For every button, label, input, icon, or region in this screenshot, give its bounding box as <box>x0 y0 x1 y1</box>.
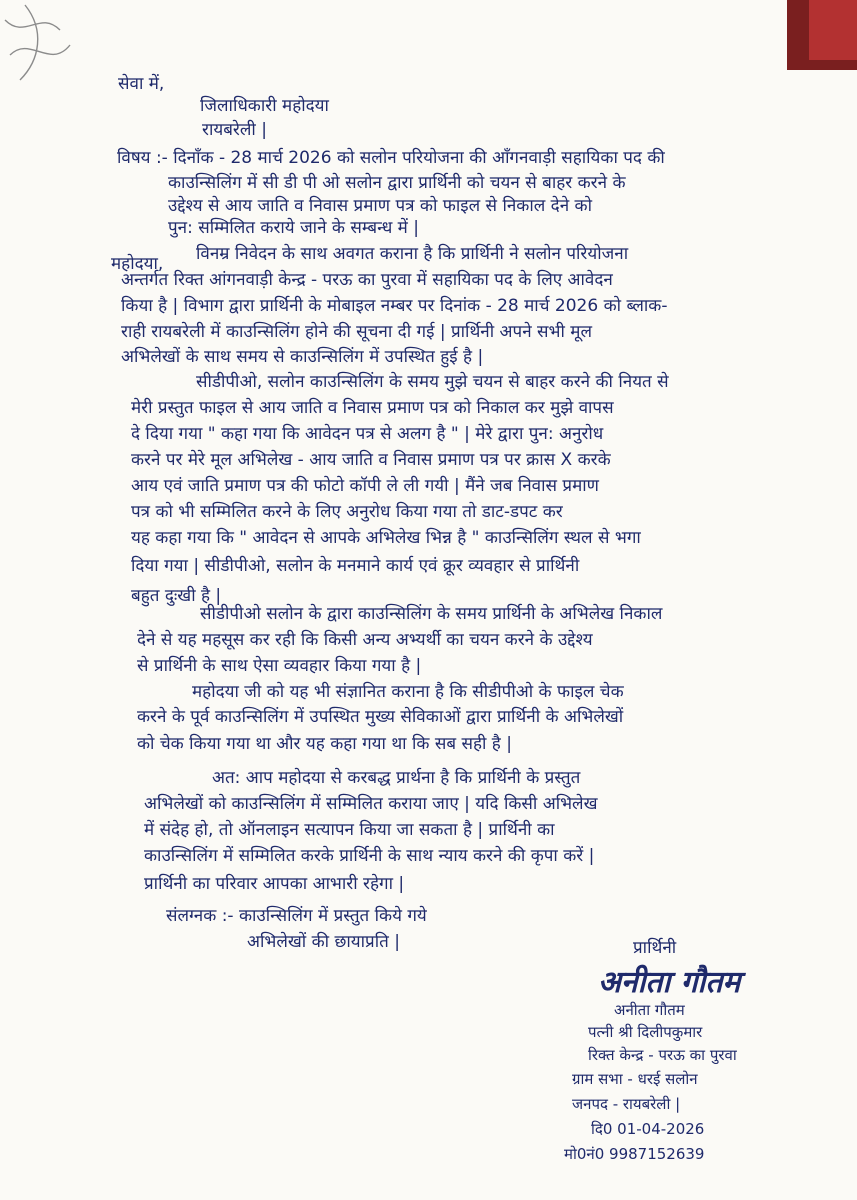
body-line: अभिलेखों को काउन्सिलिंग में सम्मिलित कराया जाए | यदि किसी अभिलेख <box>144 794 598 814</box>
body-line: यह कहा गया कि " आवेदन से आपके अभिलेख भिन्न है " काउन्सिलिंग स्थल से भगा <box>131 528 641 548</box>
body-line: अभिलेखों के साथ समय से काउन्सिलिंग में उपस्थित हुई है | <box>121 347 484 367</box>
body-line: सीडीपीओ सलोन के द्वारा काउन्सिलिंग के समय प्रार्थिनी के अभिलेख निकाल <box>200 604 663 624</box>
body-line: करने पर मेरे मूल अभिलेख - आय जाति व निवास प्रमाण पत्र पर क्रास X करके <box>131 450 611 470</box>
body-line: मेरी प्रस्तुत फाइल से आय जाति व निवास प्रमाण पत्र को निकाल कर मुझे वापस <box>131 398 614 418</box>
addressee-city: रायबरेली | <box>202 120 267 140</box>
body-line: में संदेह हो, तो ऑनलाइन सत्यापन किया जा सकता है | प्रार्थिनी का <box>144 820 555 840</box>
body-line: आय एवं जाति प्रमाण पत्र की फोटो कॉपी ले ली गयी | मैंने जब निवास प्रमाण <box>131 476 599 496</box>
body-line: करने के पूर्व काउन्सिलिंग में उपस्थित मुख्य सेविकाओं द्वारा प्रार्थिनी के अभिलेखों <box>137 707 624 727</box>
handwritten-signature: अनीता गौतम <box>598 965 741 1000</box>
body-line: दिया गया | सीडीपीओ, सलोन के मनमाने कार्य एवं क्रूर व्यवहार से प्रार्थिनी <box>131 556 580 576</box>
pencil-scribble-icon <box>0 0 80 90</box>
body-line: राही रायबरेली में काउन्सिलिंग होने की सूचना दी गई | प्रार्थिनी अपने सभी मूल <box>121 322 592 342</box>
red-corner-mark <box>809 0 857 60</box>
body-line: अत: आप महोदया से करबद्ध प्रार्थना है कि प्रार्थिनी के प्रस्तुत <box>212 768 581 788</box>
signoff: प्रार्थिनी <box>633 938 677 958</box>
subject-line: विषय :- दिनाँक - 28 मार्च 2026 को सलोन परियोजना की आँगनवाड़ी सहायिका पद की <box>117 148 665 168</box>
subject-line: काउन्सिलिंग में सी डी पी ओ सलोन द्वारा प्रार्थिनी को चयन से बाहर करने के <box>168 173 626 193</box>
body-line: पत्र को भी सम्मिलित करने के लिए अनुरोध किया गया तो डाट-डपट कर <box>131 502 563 522</box>
sender-line: रिक्त केन्द्र - परऊ का पुरवा <box>588 1046 737 1064</box>
enclosure-line: अभिलेखों की छायाप्रति | <box>247 932 400 952</box>
body-line: किया है | विभाग द्वारा प्रार्थिनी के मोबाइल नम्बर पर दिनांक - 28 मार्च 2026 को ब्लाक- <box>121 296 668 316</box>
body-line: बहुत दुःखी है | <box>131 586 222 606</box>
body-line: को चेक किया गया था और यह कहा गया था कि सब सही है | <box>137 734 512 754</box>
body-line: दे दिया गया " कहा गया कि आवेदन पत्र से अलग है " | मेरे द्वारा पुन: अनुरोध <box>131 424 604 444</box>
addressee: जिलाधिकारी महोदया <box>200 96 329 116</box>
subject-line: उद्देश्य से आय जाति व निवास प्रमाण पत्र को फाइल से निकाल देने को <box>168 196 593 216</box>
subject-line: पुन: सम्मिलित कराये जाने के सम्बन्ध में | <box>168 218 419 238</box>
body-line: देने से यह महसूस कर रही कि किसी अन्य अभ्यर्थी का चयन करने के उद्देश्य <box>137 630 593 650</box>
sender-line: ग्राम सभा - धरई सलोन <box>572 1070 698 1088</box>
body-line: से प्रार्थिनी के साथ ऐसा व्यवहार किया गया है | <box>137 656 422 676</box>
sender-line: अनीता गौतम <box>614 1001 685 1019</box>
body-line: महोदया जी को यह भी संज्ञानित कराना है कि सीडीपीओ के फाइल चेक <box>192 682 624 702</box>
greeting: महोदया, <box>111 254 164 274</box>
body-line: काउन्सिलिंग में सम्मिलित करके प्रार्थिनी के साथ न्याय करने की कृपा करें | <box>144 846 595 866</box>
sender-line: पत्नी श्री दिलीपकुमार <box>588 1023 703 1041</box>
body-line: विनम्र निवेदन के साथ अवगत कराना है कि प्रार्थिनी ने सलोन परियोजना <box>196 244 629 264</box>
sender-line: दि0 01-04-2026 <box>591 1120 705 1138</box>
body-line: प्रार्थिनी का परिवार आपका आभारी रहेगा | <box>144 874 405 894</box>
sender-line: मो0नं0 9987152639 <box>564 1145 705 1163</box>
salutation-to: सेवा में, <box>118 74 165 94</box>
sender-line: जनपद - रायबरेली | <box>572 1095 681 1113</box>
body-line: अन्तर्गत रिक्त आंगनवाड़ी केन्द्र - परऊ का पुरवा में सहायिका पद के लिए आवेदन <box>121 270 613 290</box>
enclosure-line: संलग्नक :- काउन्सिलिंग में प्रस्तुत किये गये <box>166 906 427 926</box>
body-line: सीडीपीओ, सलोन काउन्सिलिंग के समय मुझे चयन से बाहर करने की नियत से <box>196 372 669 392</box>
